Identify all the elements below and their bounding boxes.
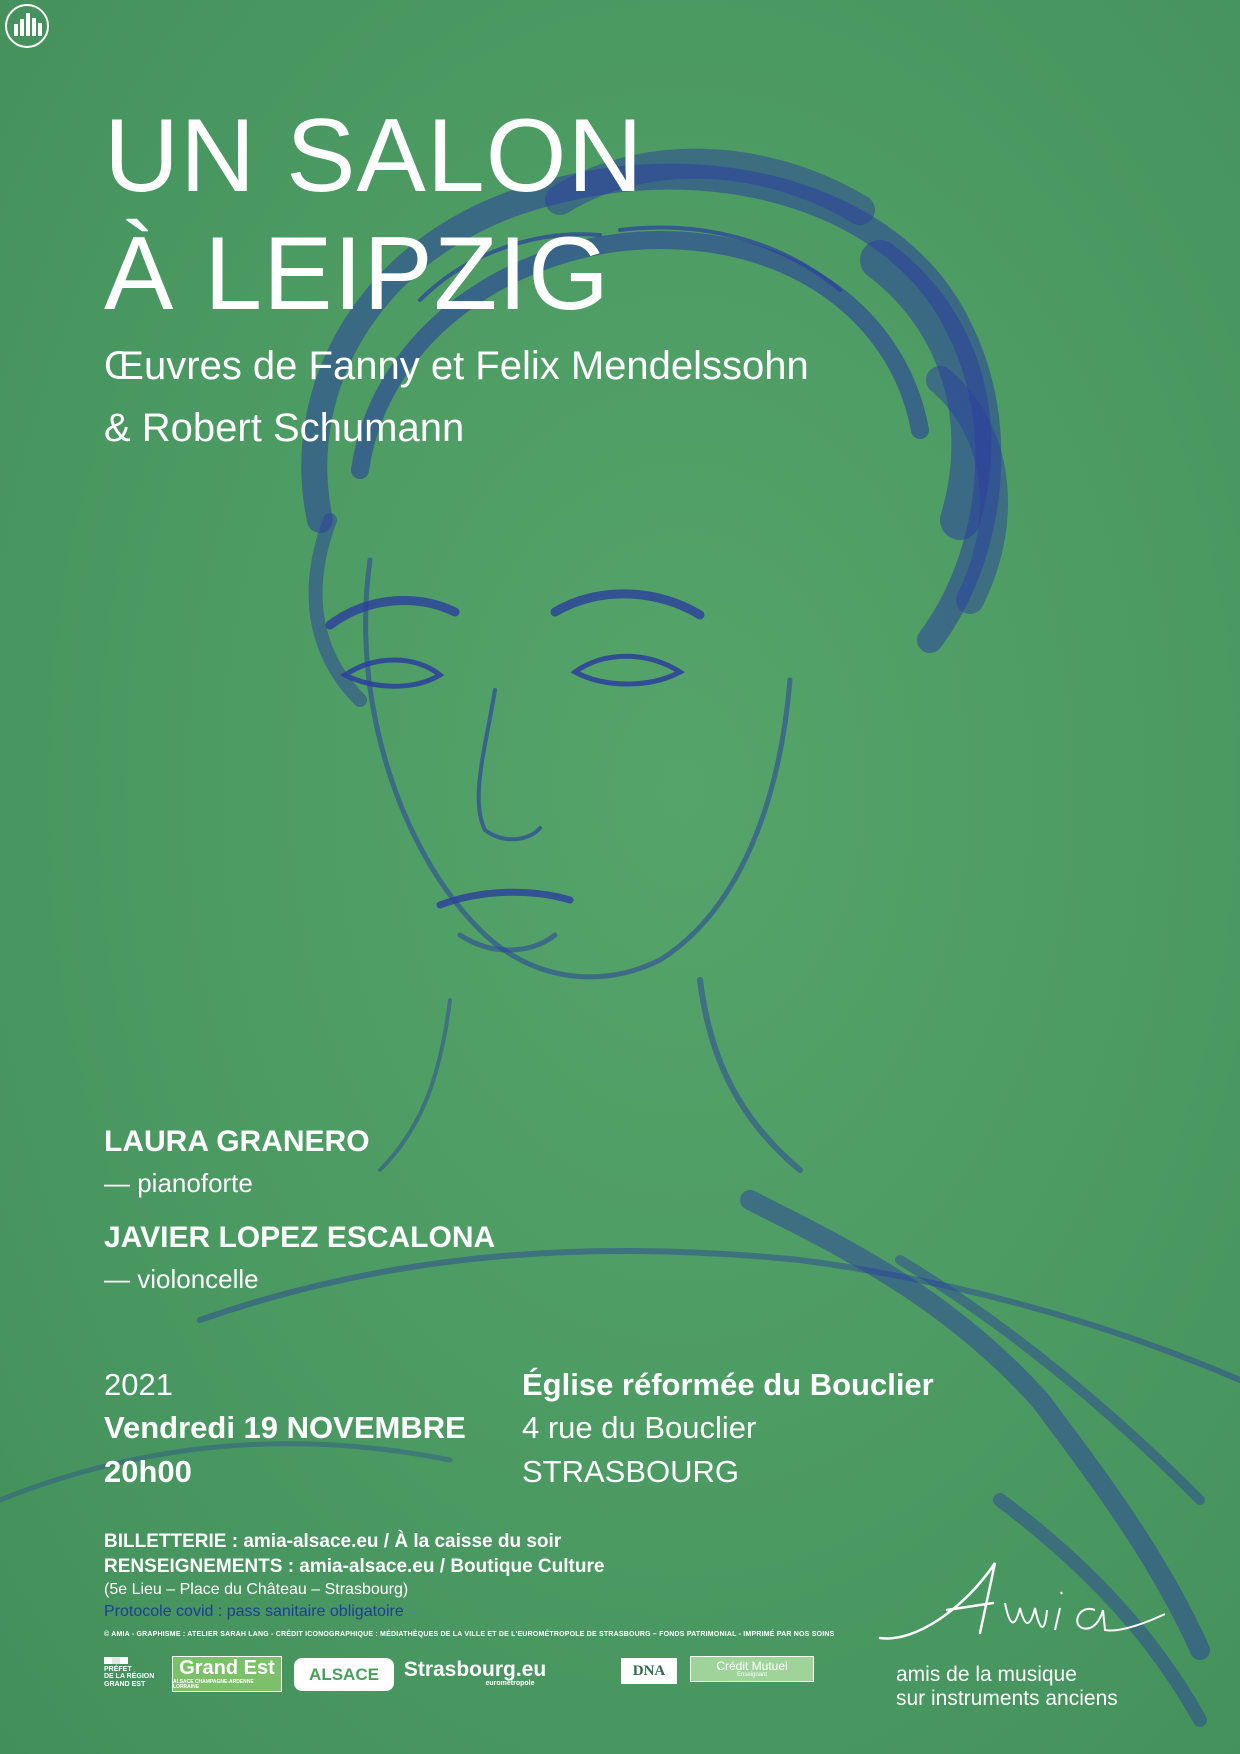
- boutique-location: (5e Lieu – Place du Château – Strasbourg): [104, 1581, 409, 1598]
- dna-logo: DNA: [621, 1658, 677, 1684]
- covid-notice: Protocole covid : pass sanitaire obligatoire: [104, 1603, 404, 1620]
- ticketing-info: BILLETTERIE : amia-alsace.eu / À la caisse du soir: [104, 1531, 562, 1552]
- performer-name: LAURA GRANERO: [104, 1125, 370, 1158]
- amia-tagline-1: amis de la musique: [896, 1663, 1077, 1686]
- amia-logo: [875, 1548, 1175, 1658]
- event-date: Vendredi 19 NOVEMBRE: [104, 1410, 466, 1445]
- contact-info: RENSEIGNEMENTS : amia-alsace.eu / Boutique Culture: [104, 1556, 605, 1577]
- credit-mutuel-logo: Crédit Mutuel Enseignant: [690, 1656, 814, 1682]
- strasbourg-logo: Strasbourg.eu eurométropole: [403, 1658, 547, 1687]
- alsace-logo: ALSACE: [294, 1658, 394, 1691]
- title-line-1: UN SALON: [104, 98, 644, 214]
- event-time: 20h00: [104, 1454, 192, 1489]
- performer-name: JAVIER LOPEZ ESCALONA: [104, 1221, 496, 1254]
- venue-address: 4 rue du Bouclier: [522, 1410, 757, 1445]
- title-line-2: À LEIPZIG: [104, 216, 611, 332]
- credits-line: © AMIA - GRAPHISME : ATELIER SARAH LANG - CRÉDIT ICONOGRAPHIQUE : MÉDIATHÈQUES DE LA VILLE ET DE L'EUROMÉTROPOLE DE STRASBOURG – FONDS PATRIMONIAL - IMPRIMÉ PAR NOS SOINS: [104, 1631, 835, 1638]
- performer-role: — pianoforte: [104, 1168, 253, 1198]
- flag-icon: [104, 1657, 128, 1664]
- grand-est-logo: Grand Est ALSACE CHAMPAGNE-ARDENNE LORRAINE: [172, 1656, 282, 1692]
- venue-city: STRASBOURG: [522, 1454, 740, 1489]
- subtitle-line-2: & Robert Schumann: [104, 406, 465, 450]
- performer-role: — violoncelle: [104, 1264, 259, 1294]
- subtitle-line-1: Œuvres de Fanny et Felix Mendelssohn: [104, 344, 809, 388]
- venue-name: Église réformée du Bouclier: [522, 1367, 934, 1402]
- amia-tagline-2: sur instruments anciens: [896, 1687, 1118, 1710]
- prefet-logo: PRÉFET DE LA RÉGION GRAND EST: [104, 1657, 160, 1707]
- event-year: 2021: [104, 1367, 173, 1402]
